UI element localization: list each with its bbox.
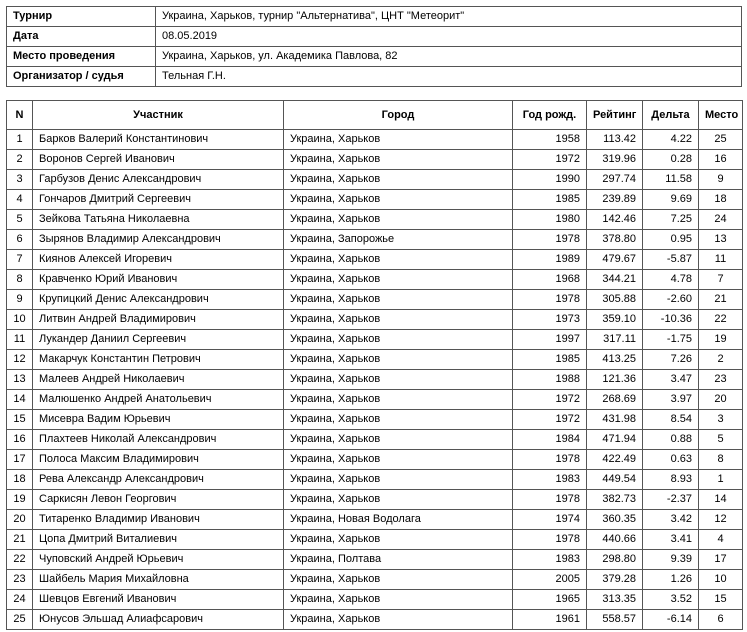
- cell-rating: 298.80: [587, 550, 643, 570]
- cell-city: Украина, Харьков: [284, 610, 513, 630]
- cell-number: 23: [7, 570, 33, 590]
- cell-participant: Макарчук Константин Петрович: [33, 350, 284, 370]
- cell-birth-year: 1972: [513, 410, 587, 430]
- cell-rating: 471.94: [587, 430, 643, 450]
- cell-number: 24: [7, 590, 33, 610]
- cell-birth-year: 1958: [513, 130, 587, 150]
- table-row: [7, 570, 743, 590]
- cell-number: 9: [7, 290, 33, 310]
- cell-birth-year: 1990: [513, 170, 587, 190]
- cell-number: 1: [7, 130, 33, 150]
- cell-participant: Титаренко Владимир Иванович: [33, 510, 284, 530]
- cell-delta: 7.25: [643, 210, 699, 230]
- cell-city: Украина, Харьков: [284, 350, 513, 370]
- cell-birth-year: 1978: [513, 290, 587, 310]
- organizer-value: Тельная Г.Н.: [156, 67, 742, 87]
- cell-number: 25: [7, 610, 33, 630]
- tournament-label: Турнир: [7, 7, 156, 27]
- cell-city: Украина, Харьков: [284, 470, 513, 490]
- cell-delta: 3.97: [643, 390, 699, 410]
- cell-place: 18: [699, 190, 743, 210]
- cell-city: Украина, Харьков: [284, 390, 513, 410]
- cell-rating: 431.98: [587, 410, 643, 430]
- cell-number: 4: [7, 190, 33, 210]
- cell-birth-year: 2005: [513, 570, 587, 590]
- header-participant: Участник: [33, 101, 284, 130]
- cell-rating: 305.88: [587, 290, 643, 310]
- cell-birth-year: 1997: [513, 330, 587, 350]
- cell-city: Украина, Харьков: [284, 430, 513, 450]
- cell-city: Украина, Харьков: [284, 410, 513, 430]
- cell-number: 3: [7, 170, 33, 190]
- cell-birth-year: 1972: [513, 390, 587, 410]
- table-row: [7, 270, 743, 290]
- cell-delta: 3.41: [643, 530, 699, 550]
- cell-number: 10: [7, 310, 33, 330]
- cell-place: 7: [699, 270, 743, 290]
- table-row: [7, 250, 743, 270]
- cell-city: Украина, Харьков: [284, 310, 513, 330]
- cell-place: 21: [699, 290, 743, 310]
- cell-number: 12: [7, 350, 33, 370]
- cell-participant: Цопа Дмитрий Виталиевич: [33, 530, 284, 550]
- cell-birth-year: 1978: [513, 230, 587, 250]
- cell-participant: Гарбузов Денис Александрович: [33, 170, 284, 190]
- cell-participant: Крупицкий Денис Александрович: [33, 290, 284, 310]
- table-row: [7, 510, 743, 530]
- cell-delta: 8.93: [643, 470, 699, 490]
- cell-delta: 4.22: [643, 130, 699, 150]
- table-row: [7, 430, 743, 450]
- cell-city: Украина, Харьков: [284, 370, 513, 390]
- cell-participant: Шайбель Мария Михайловна: [33, 570, 284, 590]
- cell-rating: 319.96: [587, 150, 643, 170]
- info-row-tournament: [7, 7, 742, 27]
- cell-birth-year: 1968: [513, 270, 587, 290]
- cell-city: Украина, Запорожье: [284, 230, 513, 250]
- cell-delta: 1.26: [643, 570, 699, 590]
- cell-birth-year: 1974: [513, 510, 587, 530]
- cell-birth-year: 1972: [513, 150, 587, 170]
- cell-delta: 4.78: [643, 270, 699, 290]
- cell-participant: Литвин Андрей Владимирович: [33, 310, 284, 330]
- table-row: [7, 490, 743, 510]
- table-row: [7, 590, 743, 610]
- cell-birth-year: 1985: [513, 190, 587, 210]
- cell-rating: 239.89: [587, 190, 643, 210]
- cell-place: 8: [699, 450, 743, 470]
- table-row: [7, 330, 743, 350]
- cell-participant: Малюшенко Андрей Анатольевич: [33, 390, 284, 410]
- cell-city: Украина, Харьков: [284, 170, 513, 190]
- cell-place: 16: [699, 150, 743, 170]
- cell-place: 19: [699, 330, 743, 350]
- cell-rating: 449.54: [587, 470, 643, 490]
- table-row: [7, 190, 743, 210]
- table-row: [7, 470, 743, 490]
- cell-number: 21: [7, 530, 33, 550]
- cell-number: 17: [7, 450, 33, 470]
- cell-delta: 9.69: [643, 190, 699, 210]
- table-row: [7, 370, 743, 390]
- cell-birth-year: 1978: [513, 490, 587, 510]
- cell-number: 13: [7, 370, 33, 390]
- cell-number: 18: [7, 470, 33, 490]
- results-body: [7, 130, 743, 630]
- header-birth-year: Год рожд.: [513, 101, 587, 130]
- table-row: [7, 130, 743, 150]
- cell-rating: 268.69: [587, 390, 643, 410]
- tournament-info-table: [6, 6, 742, 87]
- cell-delta: -2.37: [643, 490, 699, 510]
- cell-city: Украина, Харьков: [284, 290, 513, 310]
- cell-city: Украина, Полтава: [284, 550, 513, 570]
- cell-number: 16: [7, 430, 33, 450]
- cell-city: Украина, Харьков: [284, 450, 513, 470]
- cell-birth-year: 1983: [513, 550, 587, 570]
- header-number: N: [7, 101, 33, 130]
- cell-number: 20: [7, 510, 33, 530]
- cell-participant: Гончаров Дмитрий Сергеевич: [33, 190, 284, 210]
- header-delta: Дельта: [643, 101, 699, 130]
- cell-participant: Кравченко Юрий Иванович: [33, 270, 284, 290]
- table-row: [7, 310, 743, 330]
- cell-rating: 378.80: [587, 230, 643, 250]
- cell-participant: Плахтеев Николай Александрович: [33, 430, 284, 450]
- cell-rating: 142.46: [587, 210, 643, 230]
- cell-delta: -6.14: [643, 610, 699, 630]
- date-value: 08.05.2019: [156, 27, 742, 47]
- cell-city: Украина, Харьков: [284, 490, 513, 510]
- cell-city: Украина, Харьков: [284, 130, 513, 150]
- cell-city: Украина, Харьков: [284, 150, 513, 170]
- cell-participant: Саркисян Левон Георгович: [33, 490, 284, 510]
- cell-participant: Киянов Алексей Игоревич: [33, 250, 284, 270]
- cell-participant: Чуповский Андрей Юрьевич: [33, 550, 284, 570]
- cell-rating: 113.42: [587, 130, 643, 150]
- cell-birth-year: 1980: [513, 210, 587, 230]
- cell-place: 15: [699, 590, 743, 610]
- cell-participant: Юнусов Эльшад Алиафсарович: [33, 610, 284, 630]
- table-row: [7, 390, 743, 410]
- cell-city: Украина, Новая Водолага: [284, 510, 513, 530]
- cell-delta: 8.54: [643, 410, 699, 430]
- cell-place: 14: [699, 490, 743, 510]
- cell-city: Украина, Харьков: [284, 270, 513, 290]
- cell-participant: Барков Валерий Константинович: [33, 130, 284, 150]
- cell-place: 22: [699, 310, 743, 330]
- cell-number: 19: [7, 490, 33, 510]
- cell-birth-year: 1973: [513, 310, 587, 330]
- cell-birth-year: 1978: [513, 530, 587, 550]
- cell-city: Украина, Харьков: [284, 250, 513, 270]
- cell-birth-year: 1983: [513, 470, 587, 490]
- venue-label: Место проведения: [7, 47, 156, 67]
- cell-participant: Зырянов Владимир Александрович: [33, 230, 284, 250]
- cell-birth-year: 1989: [513, 250, 587, 270]
- organizer-label: Организатор / судья: [7, 67, 156, 87]
- cell-place: 12: [699, 510, 743, 530]
- table-row: [7, 550, 743, 570]
- cell-place: 6: [699, 610, 743, 630]
- cell-rating: 360.35: [587, 510, 643, 530]
- header-place: Место: [699, 101, 743, 130]
- cell-city: Украина, Харьков: [284, 330, 513, 350]
- cell-delta: 0.88: [643, 430, 699, 450]
- cell-place: 20: [699, 390, 743, 410]
- cell-place: 25: [699, 130, 743, 150]
- cell-delta: 3.47: [643, 370, 699, 390]
- results-header-row: [7, 101, 743, 130]
- cell-place: 11: [699, 250, 743, 270]
- table-row: [7, 290, 743, 310]
- cell-place: 13: [699, 230, 743, 250]
- cell-place: 1: [699, 470, 743, 490]
- cell-number: 5: [7, 210, 33, 230]
- cell-rating: 379.28: [587, 570, 643, 590]
- cell-rating: 413.25: [587, 350, 643, 370]
- cell-rating: 313.35: [587, 590, 643, 610]
- cell-number: 2: [7, 150, 33, 170]
- cell-birth-year: 1978: [513, 450, 587, 470]
- cell-participant: Зейкова Татьяна Николаевна: [33, 210, 284, 230]
- cell-place: 5: [699, 430, 743, 450]
- table-row: [7, 450, 743, 470]
- cell-number: 7: [7, 250, 33, 270]
- table-row: [7, 610, 743, 630]
- cell-place: 4: [699, 530, 743, 550]
- cell-city: Украина, Харьков: [284, 530, 513, 550]
- cell-participant: Шевцов Евгений Иванович: [33, 590, 284, 610]
- cell-rating: 317.11: [587, 330, 643, 350]
- table-row: [7, 530, 743, 550]
- cell-number: 15: [7, 410, 33, 430]
- cell-participant: Мисевра Вадим Юрьевич: [33, 410, 284, 430]
- cell-birth-year: 1965: [513, 590, 587, 610]
- cell-rating: 422.49: [587, 450, 643, 470]
- cell-number: 14: [7, 390, 33, 410]
- cell-birth-year: 1988: [513, 370, 587, 390]
- cell-delta: 11.58: [643, 170, 699, 190]
- cell-delta: -1.75: [643, 330, 699, 350]
- table-row: [7, 210, 743, 230]
- table-row: [7, 410, 743, 430]
- cell-rating: 558.57: [587, 610, 643, 630]
- cell-participant: Лукандер Даниил Сергеевич: [33, 330, 284, 350]
- table-row: [7, 230, 743, 250]
- cell-birth-year: 1984: [513, 430, 587, 450]
- cell-delta: -10.36: [643, 310, 699, 330]
- cell-participant: Малеев Андрей Николаевич: [33, 370, 284, 390]
- cell-birth-year: 1961: [513, 610, 587, 630]
- cell-delta: 3.42: [643, 510, 699, 530]
- venue-value: Украина, Харьков, ул. Академика Павлова, 82: [156, 47, 742, 67]
- cell-number: 11: [7, 330, 33, 350]
- cell-place: 9: [699, 170, 743, 190]
- cell-place: 10: [699, 570, 743, 590]
- cell-delta: -5.87: [643, 250, 699, 270]
- cell-delta: 0.95: [643, 230, 699, 250]
- cell-participant: Воронов Сергей Иванович: [33, 150, 284, 170]
- cell-delta: 9.39: [643, 550, 699, 570]
- info-row-venue: [7, 47, 742, 67]
- results-table: [6, 100, 743, 630]
- table-row: [7, 350, 743, 370]
- cell-place: 3: [699, 410, 743, 430]
- cell-rating: 479.67: [587, 250, 643, 270]
- cell-place: 17: [699, 550, 743, 570]
- cell-rating: 440.66: [587, 530, 643, 550]
- cell-city: Украина, Харьков: [284, 590, 513, 610]
- cell-participant: Рева Александр Александрович: [33, 470, 284, 490]
- cell-rating: 382.73: [587, 490, 643, 510]
- cell-number: 22: [7, 550, 33, 570]
- cell-birth-year: 1985: [513, 350, 587, 370]
- table-row: [7, 170, 743, 190]
- tournament-value: Украина, Харьков, турнир "Альтернатива", ЦНТ "Метеорит": [156, 7, 742, 27]
- table-row: [7, 150, 743, 170]
- cell-place: 23: [699, 370, 743, 390]
- cell-number: 8: [7, 270, 33, 290]
- date-label: Дата: [7, 27, 156, 47]
- cell-rating: 344.21: [587, 270, 643, 290]
- cell-rating: 359.10: [587, 310, 643, 330]
- cell-city: Украина, Харьков: [284, 570, 513, 590]
- info-row-organizer: [7, 67, 742, 87]
- cell-participant: Полоса Максим Владимирович: [33, 450, 284, 470]
- cell-number: 6: [7, 230, 33, 250]
- cell-delta: 0.63: [643, 450, 699, 470]
- cell-city: Украина, Харьков: [284, 210, 513, 230]
- cell-place: 24: [699, 210, 743, 230]
- cell-delta: 0.28: [643, 150, 699, 170]
- cell-delta: 3.52: [643, 590, 699, 610]
- cell-delta: 7.26: [643, 350, 699, 370]
- header-rating: Рейтинг: [587, 101, 643, 130]
- cell-place: 2: [699, 350, 743, 370]
- cell-rating: 297.74: [587, 170, 643, 190]
- cell-city: Украина, Харьков: [284, 190, 513, 210]
- info-row-date: [7, 27, 742, 47]
- cell-rating: 121.36: [587, 370, 643, 390]
- cell-delta: -2.60: [643, 290, 699, 310]
- header-city: Город: [284, 101, 513, 130]
